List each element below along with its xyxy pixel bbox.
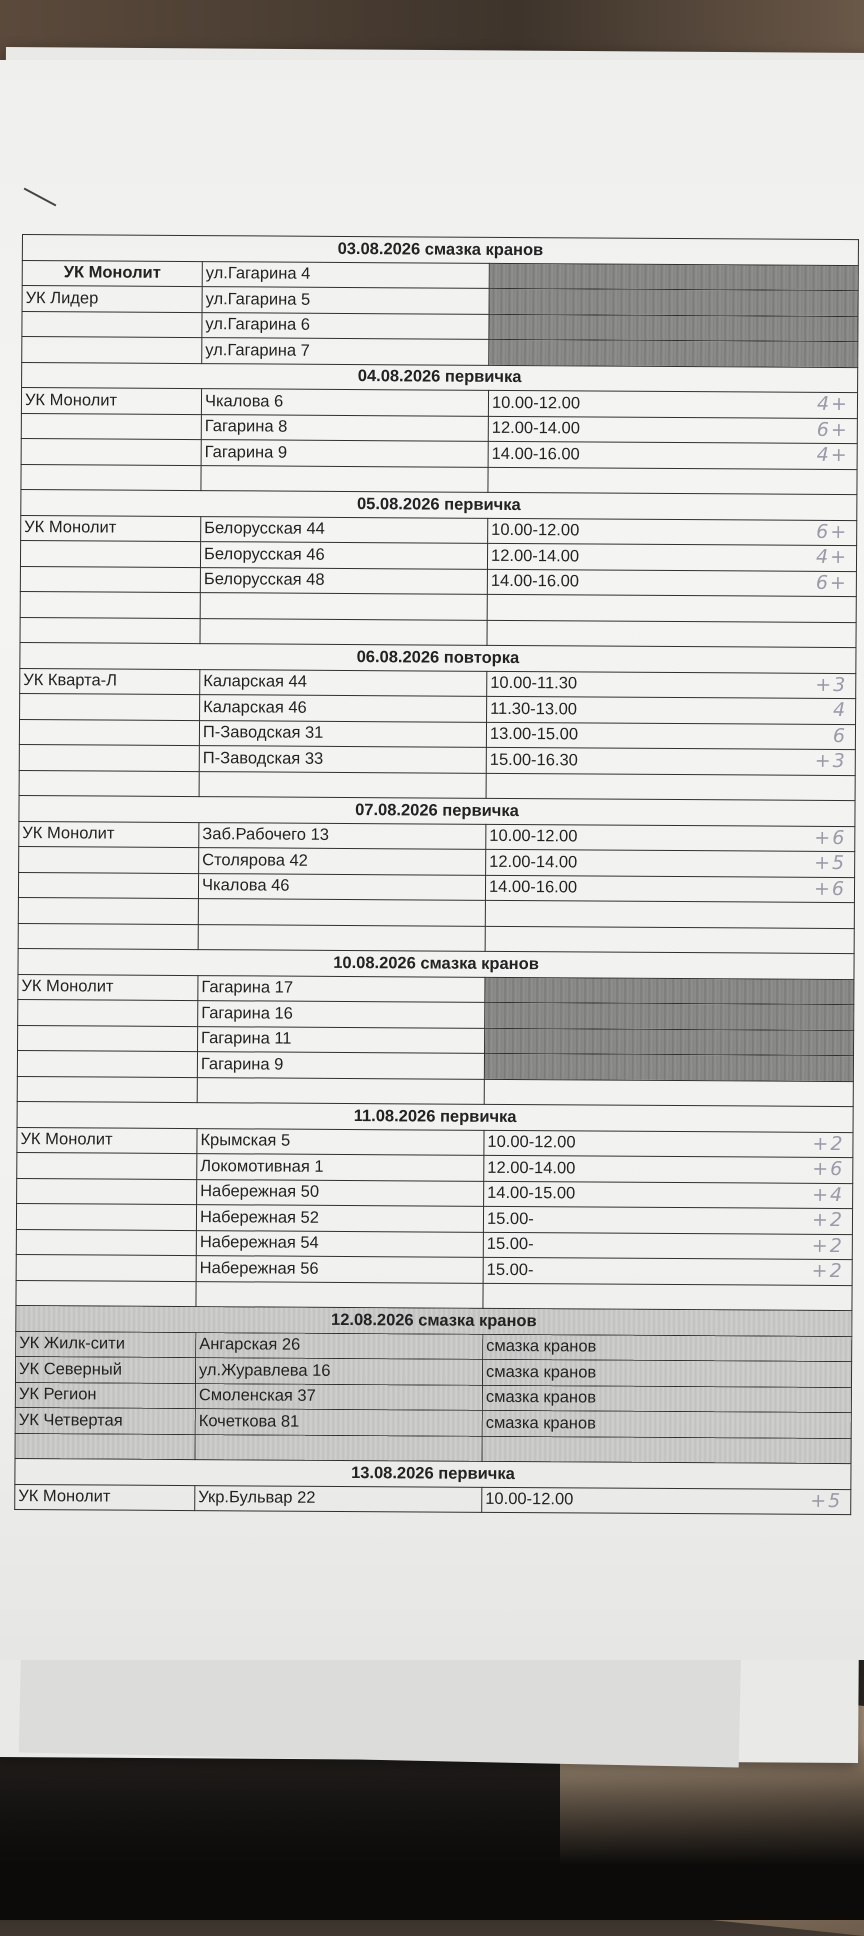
address-cell: Смоленская 37 — [195, 1383, 482, 1410]
time-value: смазка кранов — [486, 1362, 597, 1382]
time-value: смазка кранов — [485, 1413, 596, 1433]
time-cell — [483, 1283, 852, 1311]
company-cell: УК Монолит — [17, 1127, 197, 1154]
time-cell — [483, 1206, 852, 1234]
time-cell — [488, 467, 857, 495]
company-cell — [20, 540, 200, 567]
time-cell — [489, 339, 858, 367]
address-cell — [195, 1434, 482, 1461]
time-cell — [484, 1130, 853, 1158]
company-cell — [21, 413, 201, 440]
address-cell: Чкалова 46 — [198, 873, 485, 900]
handwritten-count: 4+ — [816, 392, 850, 416]
company-cell: УК Кварта-Л — [20, 668, 200, 695]
time-cell — [488, 441, 857, 469]
address-cell: Чкалова 6 — [201, 389, 488, 416]
address-cell — [200, 593, 487, 620]
address-cell: Ангарская 26 — [196, 1332, 483, 1359]
address-cell — [197, 1077, 484, 1104]
time-value: смазка кранов — [485, 1388, 597, 1407]
time-value: 14.00-16.00 — [491, 444, 580, 464]
time-cell — [484, 1155, 853, 1183]
time-cell — [489, 288, 858, 316]
time-cell — [482, 1385, 851, 1413]
handwritten-count: +3 — [814, 749, 847, 773]
time-cell — [489, 314, 858, 342]
company-cell — [18, 872, 198, 899]
address-cell: Заб.Рабочего 13 — [199, 822, 486, 849]
company-cell: УК Северный — [15, 1356, 195, 1383]
handwritten-count: 4+ — [815, 545, 849, 569]
table-row — [15, 1484, 851, 1515]
company-cell — [22, 337, 202, 364]
company-cell — [15, 1433, 195, 1460]
company-cell — [18, 897, 198, 924]
time-value: 11.30-13.00 — [490, 699, 578, 719]
section-title: 11.08.2026 первичка — [17, 1101, 853, 1132]
address-cell — [200, 618, 487, 645]
section-title: 05.08.2026 первичка — [21, 489, 857, 520]
company-cell: УК Монолит — [21, 388, 201, 415]
time-value: 10.00-12.00 — [487, 1133, 576, 1152]
company-cell — [16, 1280, 196, 1307]
address-cell: ул.Гагарина 7 — [202, 338, 489, 365]
handwritten-count: +2 — [811, 1259, 844, 1283]
address-cell: Набережная 50 — [197, 1179, 484, 1206]
company-cell — [17, 1152, 197, 1179]
time-cell — [483, 1334, 852, 1362]
company-cell — [19, 846, 199, 873]
handwritten-count: +3 — [815, 673, 848, 696]
time-cell — [489, 263, 858, 291]
time-cell — [485, 977, 854, 1005]
time-cell — [482, 1487, 851, 1515]
company-cell — [20, 617, 200, 644]
time-cell — [485, 875, 854, 903]
handwritten-count: +2 — [812, 1132, 845, 1155]
time-value: 13.00-15.00 — [489, 725, 579, 744]
address-cell: ул.Журавлева 16 — [195, 1358, 482, 1385]
company-cell — [18, 999, 198, 1026]
address-cell: П-Заводская 31 — [199, 720, 486, 747]
time-value: смазка кранов — [486, 1337, 597, 1356]
handwritten-count: 4 — [832, 698, 848, 722]
address-cell — [201, 465, 488, 492]
time-cell — [482, 1410, 851, 1438]
company-cell — [20, 693, 200, 720]
company-cell — [21, 464, 201, 491]
company-cell: УК Лидер — [22, 286, 202, 313]
time-cell — [486, 824, 855, 852]
company-cell: УК Монолит — [15, 1484, 195, 1511]
time-cell — [485, 1002, 854, 1030]
time-cell — [484, 1181, 853, 1209]
time-cell — [483, 1257, 852, 1285]
company-cell: УК Четвертая — [15, 1407, 195, 1434]
time-cell — [484, 1079, 853, 1107]
time-value: 10.00-12.00 — [491, 521, 580, 540]
company-cell — [16, 1229, 196, 1256]
handwritten-count: +5 — [810, 1489, 843, 1512]
schedule-table — [14, 234, 859, 1515]
time-cell — [485, 926, 854, 954]
address-cell: Гагарина 9 — [201, 440, 488, 467]
company-cell — [19, 719, 199, 746]
company-cell — [22, 311, 202, 338]
time-cell — [487, 671, 856, 699]
time-value: 12.00-14.00 — [491, 419, 580, 438]
handwritten-count: 6+ — [815, 571, 848, 594]
address-cell — [198, 899, 485, 926]
time-cell — [487, 696, 856, 724]
time-cell — [487, 543, 856, 571]
company-cell — [16, 1254, 196, 1281]
handwritten-count: +2 — [811, 1234, 844, 1257]
company-cell: УК Жилк-сити — [16, 1331, 196, 1358]
address-cell: Гагарина 9 — [197, 1052, 484, 1079]
time-value: 10.00-12.00 — [485, 1490, 574, 1509]
address-cell: ул.Гагарина 5 — [202, 287, 489, 314]
address-cell: Набережная 52 — [196, 1205, 483, 1232]
address-cell: Гагарина 8 — [201, 414, 488, 441]
company-cell — [17, 1050, 197, 1077]
time-cell — [488, 390, 857, 418]
section-title: 07.08.2026 первичка — [19, 795, 855, 826]
handwritten-count: 4+ — [816, 443, 849, 467]
time-cell — [486, 773, 855, 801]
handwritten-count: 6+ — [816, 418, 849, 441]
company-cell: УК Монолит — [19, 821, 199, 848]
address-cell: Крымская 5 — [197, 1128, 484, 1155]
company-cell — [17, 1076, 197, 1103]
time-cell — [486, 849, 855, 877]
time-cell — [488, 416, 857, 444]
address-cell — [196, 1281, 483, 1308]
company-cell — [17, 1178, 197, 1205]
company-cell — [20, 591, 200, 618]
time-value: 14.00-16.00 — [488, 878, 578, 897]
address-cell: Белорусская 46 — [200, 542, 487, 569]
address-cell: ул.Гагарина 6 — [202, 312, 489, 339]
company-cell — [18, 1025, 198, 1052]
section-title: 13.08.2026 первичка — [15, 1458, 851, 1489]
handwritten-count: 6+ — [816, 520, 849, 543]
time-cell — [484, 1053, 853, 1081]
company-cell: УК Монолит — [21, 515, 201, 542]
address-cell: Гагарина 17 — [198, 975, 485, 1002]
company-cell: УК Регион — [15, 1382, 195, 1409]
time-cell — [485, 900, 854, 928]
time-value: 12.00-14.00 — [490, 546, 580, 566]
time-value: 10.00-12.00 — [491, 393, 581, 413]
address-cell: П-Заводская 33 — [199, 746, 486, 773]
time-value: 14.00-15.00 — [487, 1184, 576, 1203]
company-cell — [19, 744, 199, 771]
time-value: 15.00- — [486, 1209, 534, 1228]
handwritten-count: +6 — [813, 877, 847, 900]
time-value: 10.00-11.30 — [490, 674, 578, 693]
company-cell — [18, 923, 198, 950]
address-cell: Кочеткова 81 — [195, 1409, 482, 1436]
time-cell — [487, 594, 856, 622]
handwritten-count: +6 — [812, 1157, 845, 1181]
time-value: 15.00- — [486, 1235, 534, 1254]
section-title: 10.08.2026 смазка кранов — [18, 948, 854, 979]
address-cell: Гагарина 16 — [198, 1001, 485, 1028]
address-cell: Укр.Бульвар 22 — [195, 1485, 482, 1512]
time-value: 12.00-14.00 — [489, 852, 578, 872]
handwritten-count: +6 — [814, 826, 847, 849]
address-cell — [198, 924, 485, 951]
company-cell — [16, 1203, 196, 1230]
section-title: 04.08.2026 первичка — [22, 362, 858, 393]
handwritten-count: +5 — [814, 851, 847, 875]
address-cell: Каларская 44 — [200, 669, 487, 696]
handwritten-count: +2 — [811, 1208, 845, 1232]
handwritten-count: 6 — [832, 724, 848, 747]
time-cell — [487, 620, 856, 648]
company-cell: УК Монолит — [18, 974, 198, 1001]
time-value: 14.00-16.00 — [490, 572, 580, 591]
time-value: 12.00-14.00 — [487, 1158, 576, 1178]
schedule-table-wrapper — [14, 234, 858, 1515]
address-cell: Белорусская 48 — [200, 567, 487, 594]
address-cell: Каларская 46 — [200, 695, 487, 722]
time-cell — [486, 747, 855, 775]
section-title: 06.08.2026 повторка — [20, 642, 856, 673]
section-title: 12.08.2026 смазка кранов — [16, 1305, 852, 1336]
section-title: 03.08.2026 смазка кранов — [22, 235, 858, 266]
time-value: 15.00-16.30 — [489, 750, 578, 770]
time-cell — [485, 1028, 854, 1056]
address-cell: Набережная 56 — [196, 1256, 483, 1283]
address-cell: Набережная 54 — [196, 1230, 483, 1257]
handwritten-count: +4 — [812, 1183, 845, 1206]
time-cell — [482, 1436, 851, 1464]
company-cell — [21, 438, 201, 465]
time-cell — [483, 1232, 852, 1260]
time-value: 10.00-12.00 — [489, 827, 578, 846]
company-cell — [20, 566, 200, 593]
address-cell: Гагарина 11 — [198, 1026, 485, 1053]
time-cell — [488, 518, 857, 546]
time-value: 15.00- — [486, 1260, 534, 1279]
company-cell — [19, 770, 199, 797]
time-cell — [486, 722, 855, 750]
address-cell: Белорусская 44 — [201, 516, 488, 543]
address-cell: Локомотивная 1 — [197, 1154, 484, 1181]
time-cell — [482, 1359, 851, 1387]
address-cell: ул.Гагарина 4 — [202, 261, 489, 288]
time-cell — [487, 569, 856, 597]
company-cell: УК Монолит — [22, 260, 202, 287]
address-cell — [199, 771, 486, 798]
address-cell: Столярова 42 — [199, 848, 486, 875]
